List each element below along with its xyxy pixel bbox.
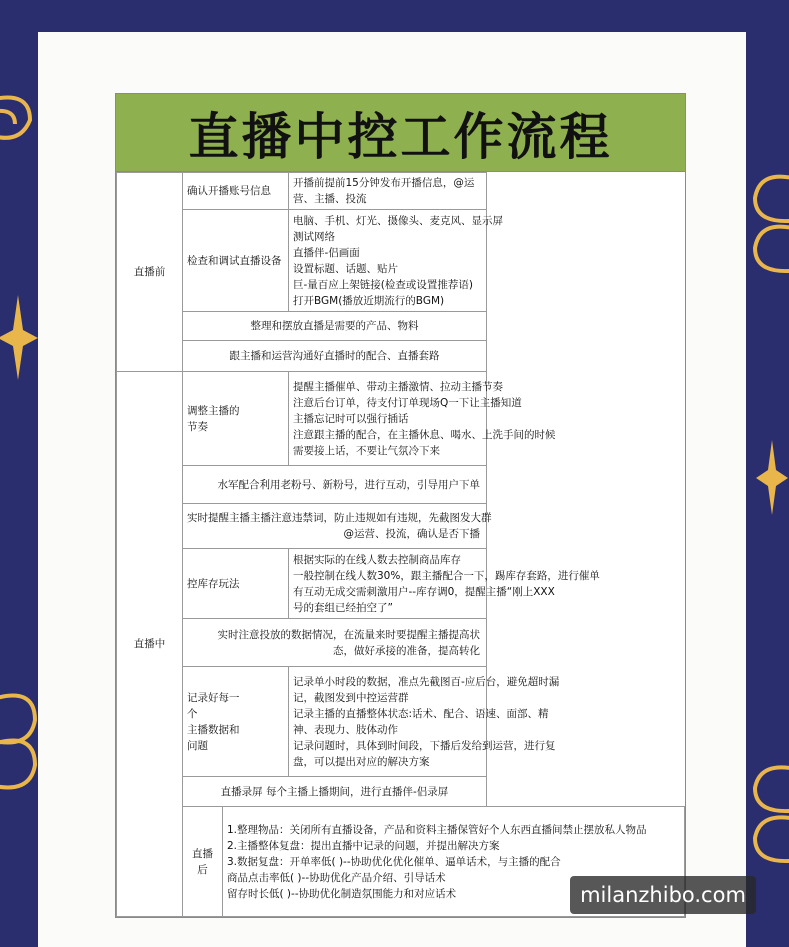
inventory-line: 有互动无成交需刺激用户--库存调0，提醒主播“刚上XXX (293, 585, 555, 598)
data-watch-line: 态，做好承接的准备，提高转化 (333, 644, 480, 657)
stage-after: 直播后 (183, 807, 223, 917)
check-equipment-label: 检查和调试直播设备 (183, 210, 289, 312)
record-line: 神、表现力、肢体动作 (293, 723, 398, 736)
inventory-line: 一般控制在线人数30%，跟主播配合一下，踢库存套路，进行催单 (293, 569, 600, 582)
record-line: 记，截图发到中控运营群 (293, 691, 409, 704)
confirm-account-label: 确认开播账号信息 (183, 173, 289, 210)
watermark: milanzhibo.com (570, 876, 756, 914)
table-row (117, 372, 685, 466)
after-line: 1.整理物品：关闭所有直播设备，产品和资料主播保管好个人东西直播间禁止摆放私人物品 (227, 823, 647, 836)
adjust-rhythm-label (183, 372, 289, 466)
table-row (117, 466, 685, 504)
record-line: 记录主播的直播整体状态:话术、配合、语速、面部、精 (293, 707, 549, 720)
organize-products: 整理和摆放直播是需要的产品、物料 (183, 312, 487, 341)
record-line: 记录问题时，具体到时间段，下播后发给到运营，进行复 (293, 739, 556, 752)
table-row (117, 619, 685, 667)
adjust-rhythm-line: 需要接上话，不要让气氛冷下来 (293, 444, 440, 457)
adjust-rhythm-content (289, 372, 556, 466)
adjust-rhythm-line: 注意跟主播的配合，在主播休息、喝水、上洗手间的时候 (293, 428, 556, 441)
communicate-plan: 跟主播和运营沟通好直播时的配合、直播套路 (183, 341, 487, 372)
adjust-rhythm-label-line: 调整主播的 (187, 404, 240, 417)
check-equipment-line: 打开BGM(播放近期流行的BGM) (293, 294, 445, 307)
record-label-line: 问题 (187, 739, 208, 752)
stage-during: 直播中 (117, 372, 183, 917)
page-title: 直播中控工作流程 (116, 94, 685, 172)
adjust-rhythm-line: 主播忘记时可以强行插话 (293, 412, 409, 425)
stage-before: 直播前 (117, 173, 183, 372)
check-equipment-line: 设置标题、话题、贴片 (293, 262, 398, 275)
table-row (117, 667, 685, 777)
data-watch-line: 实时注意投放的数据情况，在流量来时要提醒主播提高状 (217, 628, 480, 641)
workflow-document (115, 93, 686, 918)
record-label (183, 667, 289, 777)
table-row (117, 341, 685, 372)
inventory-line: 号的套组已经拍空了” (293, 601, 393, 614)
check-equipment-content (289, 210, 503, 312)
adjust-rhythm-label-line: 节奏 (187, 420, 208, 433)
check-equipment-line: 直播伴-侣画面 (293, 246, 360, 259)
after-line: 商品点击率低( )--协助优化产品介绍、引导话术 (227, 871, 446, 884)
after-line: 留存时长低( )--协助优化制造氛围能力和对应话术 (227, 887, 457, 900)
water-army: 水军配合利用老粉号、新粉号，进行互动，引导用户下单 (183, 466, 487, 504)
record-label-line: 个 (187, 707, 198, 720)
after-line: 3.数据复盘：开单率低( )--协助优化优化催单、逼单话术，与主播的配合 (227, 855, 561, 868)
record-content (289, 667, 560, 777)
remind-words-line: @运营、投流，确认是否下播 (343, 528, 480, 540)
screen-record: 直播录屏 每个主播上播期间，进行直播伴-侣录屏 (183, 777, 487, 807)
check-equipment-line: 电脑、手机、灯光、摄像头、麦克风、显示屏 (293, 214, 503, 227)
table-row (117, 504, 685, 549)
record-line: 盘，可以提出对应的解决方案 (293, 755, 430, 768)
record-label-line: 记录好每一 (187, 691, 240, 704)
data-watch (183, 619, 487, 667)
table-row (117, 549, 685, 619)
record-label-line: 主播数据和 (187, 723, 240, 736)
adjust-rhythm-line: 提醒主播催单、带动主播激情、拉动主播节奏 (293, 380, 503, 393)
workflow-table (116, 172, 685, 917)
record-line: 记录单小时段的数据，准点先截图百-应后台，避免超时漏 (293, 675, 560, 688)
inventory-content (289, 549, 600, 619)
remind-words-line: 实时提醒主播主播注意违禁词，防止违规如有违规，先截图发大群 (187, 512, 492, 524)
table-row (117, 173, 685, 210)
inventory-line: 根据实际的在线人数去控制商品库存 (293, 553, 461, 566)
inventory-label: 控库存玩法 (183, 549, 289, 619)
after-line: 2.主播整体复盘：提出直播中记录的问题，并提出解决方案 (227, 839, 500, 852)
table-row (117, 777, 685, 807)
adjust-rhythm-line: 注意后台订单，待支付订单现场Q一下让主播知道 (293, 396, 522, 409)
check-equipment-line: 巨-量百应上架链接(检查或设置推荐语) (293, 278, 473, 291)
remind-words (183, 504, 492, 549)
table-row (117, 312, 685, 341)
table-row (117, 210, 685, 312)
check-equipment-line: 测试网络 (293, 230, 335, 243)
confirm-account-content: 开播前提前15分钟发布开播信息，@运营、主播、投流 (289, 173, 487, 210)
